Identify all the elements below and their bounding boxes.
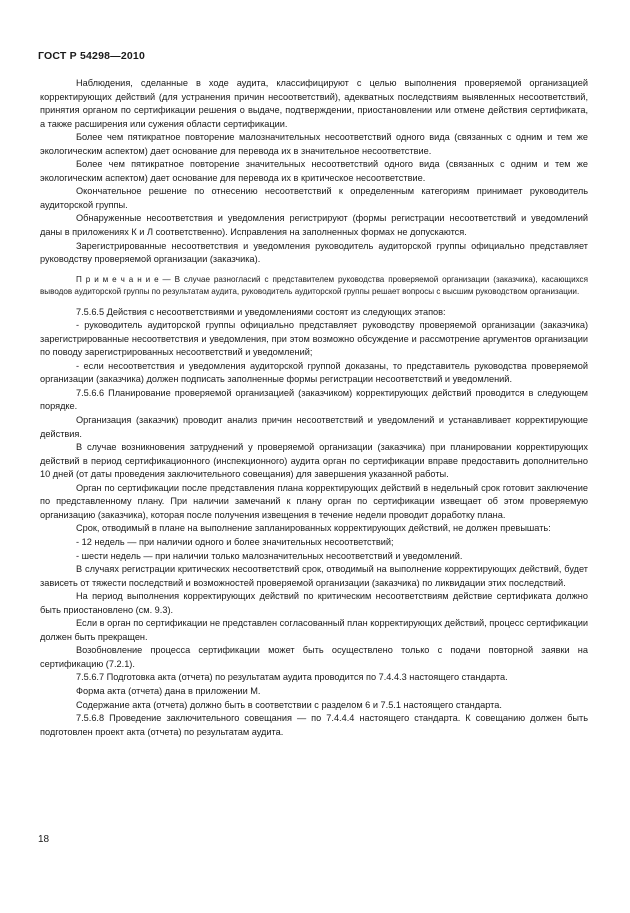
document-header: ГОСТ Р 54298—2010: [38, 50, 146, 62]
list-item: - 12 недель — при наличии одного и более значительных несоответствий;: [76, 536, 394, 547]
paragraph: Если в орган по сертификации не представлен согласованный план корректирующих действий, процесс сертификации должен быть прекращен.: [40, 618, 588, 642]
paragraph: 7.5.6.6 Планирование проверяемой организацией (заказчиком) корректирующих действий проводится в следующем порядке.: [40, 387, 588, 412]
paragraph: Более чем пятикратное повторение малозначительных несоответствий одного вида (связанных с одним и тем же экологическим аспектом) дает основание для перевода их в значительное несоответствие.: [40, 132, 588, 156]
paragraph: Содержание акта (отчета) должно быть в соответствии с разделом 6 и 7.5.1 настоящего стандарта.: [76, 699, 502, 710]
paragraph: В случае возникновения затруднений у проверяемой организации (заказчика) при планировании корректирующих действий в период сертификационного (инспекционного) аудита орган по сертификации вправе предоставить дополнительно 10 дней (от даты проведения заключительного совещания) для завершения указанной работы.: [40, 442, 588, 480]
paragraph: На период выполнения корректирующих действий по критическим несоответствиям действие сертификата должно быть приостановлено (см. 9.3).: [40, 591, 588, 615]
paragraph: Окончательное решение по отнесению несоответствий к определенным категориям принимает руководитель аудиторской группы.: [40, 186, 588, 210]
paragraph: Орган по сертификации после представления плана корректирующих действий в недельный срок готовит заключение по представленному плану. При наличии замечаний к плану орган по сертификации извещает об этом проверяемую организацию (заказчика), которая после получения извещения в течение недели проводит доработку плана.: [40, 482, 588, 520]
paragraph: 7.5.6.8 Проведение заключительного совещания — по 7.4.4.4 настоящего стандарта. К совещанию должен быть подготовлен проект акта (отчета) по результатам аудита.: [40, 713, 588, 737]
paragraph: Зарегистрированные несоответствия и уведомления руководитель аудиторской группы официально представляет руководству проверяемой организации (заказчика).: [40, 240, 588, 265]
paragraph: Организация (заказчик) проводит анализ причин несоответствий и уведомлений и устанавливает корректирующие действия.: [40, 415, 588, 439]
document-body: [40, 77, 588, 739]
paragraph: В случаях регистрации критических несоответствий срок, отводимый на выполнение корректирующих действий, будет зависеть от тяжести последствий и возможностей проверяемой организации (заказчика) по ликвидации этих последствий.: [40, 564, 588, 588]
paragraph: Форма акта (отчета) дана в приложении М.: [76, 685, 261, 696]
paragraph: 7.5.6.7 Подготовка акта (отчета) по результатам аудита проводится по 7.4.4.3 настоящего стандарта.: [76, 672, 508, 683]
paragraph: Срок, отводимый в плане на выполнение запланированных корректирующих действий, не должен превышать:: [76, 523, 551, 534]
paragraph: Возобновление процесса сертификации может быть осуществлено только с подачи повторной заявки на сертификацию (7.2.1).: [40, 645, 588, 669]
list-item: - если несоответствия и уведомления аудиторской группой доказаны, то представитель руководства проверяемой организации (заказчика) должен подписать заполненные формы регистрации несоответствий и уведомлений.: [40, 360, 588, 385]
list-item: - шести недель — при наличии только малозначительных несоответствий и уведомлений.: [76, 550, 463, 561]
paragraph: Более чем пятикратное повторение значительных несоответствий одного вида (связанных с одним и тем же экологическим аспектом) дает основание для перевода их в критическое несоответствие.: [40, 159, 588, 183]
paragraph: Наблюдения, сделанные в ходе аудита, классифицируют с целью выполнения проверяемой организацией корректирующих действий (для устранения причин несоответствий), адекватных последствиям выявленных несоответствий, принятия органом по сертификации решения о выдаче, подтверждении, приостановлении или отмене действия сертификата, а также расширения или сужения области сертификации.: [40, 78, 588, 129]
page-number: 18: [38, 834, 50, 845]
paragraph: 7.5.6.5 Действия с несоответствиями и уведомлениями состоят из следующих этапов:: [76, 306, 446, 317]
list-item: - руководитель аудиторской группы официально представляет руководству проверяемой организации (заказчика) зарегистрированные несоответствия и уведомления, при этом возможно обсуждение и рассмотрение аргументов организации по поводу зарегистрированных несоответствий и уведомлений;: [40, 320, 588, 358]
paragraph: Обнаруженные несоответствия и уведомления регистрируют (формы регистрации несоответствий и уведомлений даны в приложениях К и Л соответственно). Исправления на заполненных формах не допускаются.: [40, 213, 588, 238]
note: П р и м е ч а н и е — В случае разногласий с представителем руководства проверяемой организации (заказчика), касающихся выводов аудиторской группы по результатам аудита, руководитель аудиторской группы решает вопросы с высшим руководством организации.: [40, 274, 588, 297]
